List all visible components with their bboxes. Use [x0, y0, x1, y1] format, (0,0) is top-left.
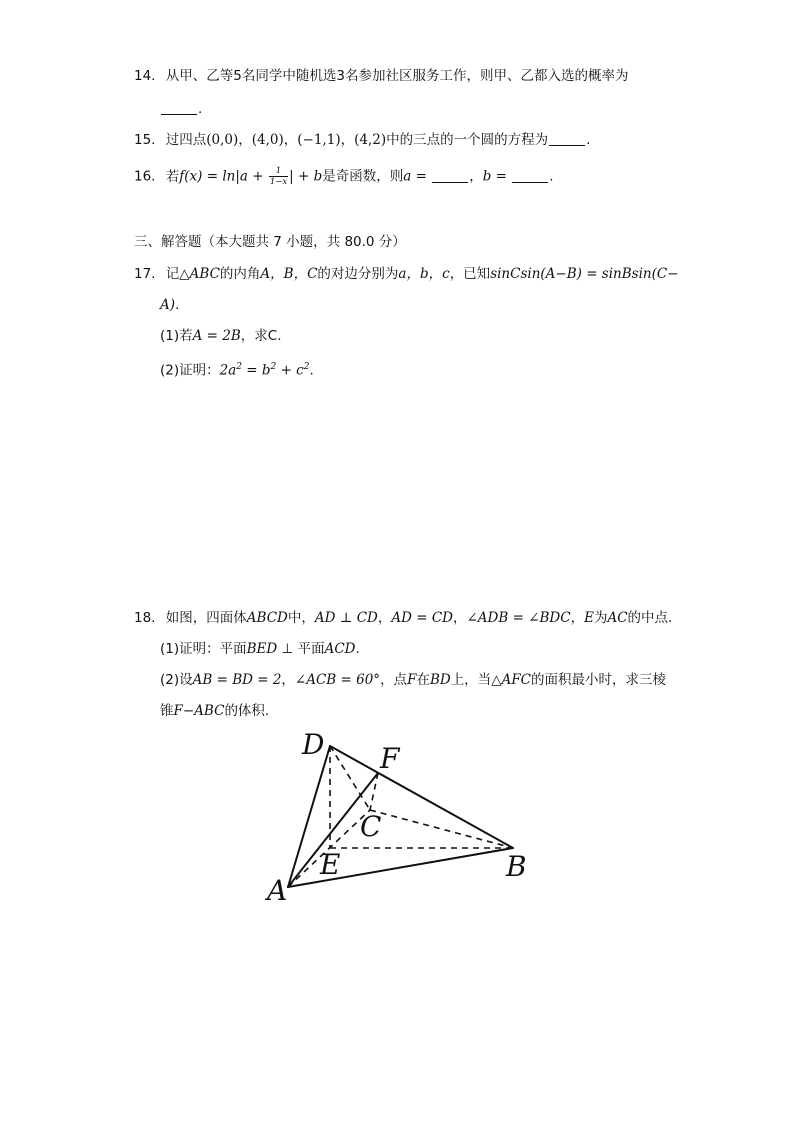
- answer-blank-a[interactable]: [432, 168, 468, 183]
- q15-points: (0,0)，(4,0)，(−1,1)，(4,2): [206, 132, 387, 148]
- section-title: 三、解答题（本大题共 7 小题，共 80.0 分）: [134, 234, 406, 250]
- edge-DB: [330, 746, 513, 848]
- label-B: B: [506, 850, 527, 883]
- q15-line: 15. 过四点(0,0)，(4,0)，(−1,1)，(4,2)中的三点的一个圆的方程为 .: [134, 132, 591, 148]
- edge-AC: [288, 810, 370, 887]
- q17-part1: (1)若A = 2B，求C.: [160, 328, 282, 344]
- q15-number: 15.: [134, 132, 156, 148]
- q18-line1: 18. 如图，四面体ABCD中，AD ⊥ CD，AD = CD，∠ADB = ∠BDC，E为AC的中点．: [134, 610, 682, 626]
- q14-number: 14.: [134, 68, 156, 84]
- q18-number: 18.: [134, 610, 156, 626]
- q17-equation: sinCsin(A−B) = sinBsin(C−: [490, 266, 679, 282]
- segment-FC: [370, 773, 378, 810]
- q18-part2: (2)设AB = BD = 2，∠ACB = 60°，点F在BD上，当△AFC的面积最小时，求三棱: [160, 672, 667, 688]
- q18-line4: 锥F−ABC的体积．: [160, 703, 279, 719]
- q14-text: 从甲、乙等5名同学中随机选3名参加社区服务工作，则甲、乙都入选的概率为: [165, 68, 629, 84]
- q17-part2: (2)证明：$2a^2 = b^2 + c^2$.: [160, 362, 314, 379]
- label-F: F: [380, 742, 400, 775]
- label-E: E: [320, 848, 341, 881]
- q16-line: 16. 若f(x) = ln|a + $\frac{1}{1-x}$ | + b是奇函数，则a = ，b = .: [134, 166, 554, 187]
- label-D: D: [302, 728, 325, 761]
- label-A: A: [267, 874, 288, 907]
- q16-function: f(x) = ln|a +: [179, 168, 264, 185]
- q14-line2: .: [160, 100, 202, 118]
- answer-blank[interactable]: [549, 131, 585, 146]
- segment-AF: [288, 773, 378, 887]
- answer-blank[interactable]: [161, 100, 197, 115]
- answer-blank-b[interactable]: [512, 168, 548, 183]
- edge-CB: [370, 810, 513, 848]
- label-C: C: [360, 810, 382, 843]
- q17-line2: A).: [160, 297, 180, 313]
- edge-AB: [288, 848, 513, 887]
- q17-number: 17.: [134, 266, 156, 282]
- q18-part1: (1)证明：平面BED ⊥ 平面ACD.: [160, 641, 360, 657]
- edge-DA: [288, 746, 330, 887]
- q17-line1: 17. 记△ABC的内角A，B，C的对边分别为a，b，c，已知sinCsin(A−B) = sinBsin(C−: [134, 266, 679, 282]
- q16-fraction: $\frac{1}{1-x}$: [269, 166, 288, 187]
- edge-DC: [330, 746, 370, 810]
- q14-line1: [134, 67, 628, 85]
- q16-number: 16.: [134, 168, 156, 185]
